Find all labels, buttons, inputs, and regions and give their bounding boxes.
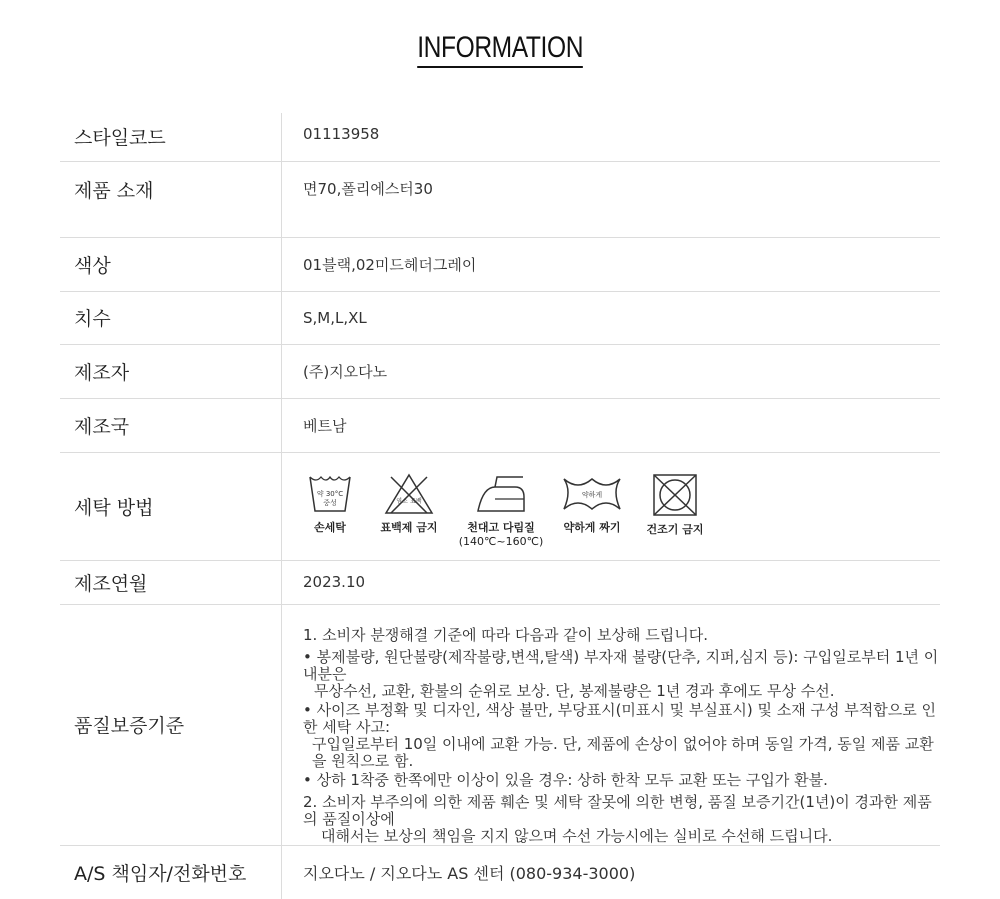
quality-line-6: • 상하 1착중 한쪽에만 이상이 있을 경우: 상하 한착 모두 교환 또는 구입가 환불.: [303, 770, 828, 789]
title-text: INFORMATION: [417, 30, 583, 68]
label-maker: 제조자: [60, 344, 282, 398]
value-washing: [282, 452, 941, 560]
value-style-code: 01113958: [282, 113, 941, 161]
label-washing: 세탁 방법: [60, 452, 282, 560]
gentle-wring-icon: [562, 473, 622, 515]
value-quality: [282, 604, 941, 845]
svg-text:표백: 표백: [410, 497, 422, 505]
caption-no-tumble-dry: 건조기 금지: [646, 522, 704, 536]
row-as: [60, 845, 940, 899]
row-quality: [60, 604, 940, 845]
hand-wash-icon: [308, 473, 352, 515]
row-style-code: [60, 113, 940, 161]
row-maker: [60, 344, 940, 398]
label-quality: 품질보증기준: [60, 604, 282, 845]
row-date: [60, 560, 940, 604]
label-size: 치수: [60, 291, 282, 344]
label-style-code: 스타일코드: [60, 113, 282, 161]
value-material: 면70,폴리에스터30: [282, 161, 941, 237]
quality-line-8: 대해서는 보상의 책임을 지지 않으며 수선 가능시에는 실비로 수선해 드립니다.: [321, 826, 833, 845]
svg-text:중성: 중성: [323, 498, 337, 507]
row-size: [60, 291, 940, 344]
caption-iron: 천대고 다림질 (140℃~160℃): [458, 520, 544, 548]
care-no-bleach: [374, 473, 444, 535]
value-country: 베트남: [282, 398, 941, 452]
value-maker: (주)지오다노: [282, 344, 941, 398]
quality-line-1: 1. 소비자 분쟁해결 기준에 따라 다음과 같이 보상해 드립니다.: [303, 625, 708, 644]
svg-text:염소: 염소: [396, 497, 408, 505]
row-material: [60, 161, 940, 237]
value-size: S,M,L,XL: [282, 291, 941, 344]
value-as: 지오다노 / 지오다노 AS 센터 (080-934-3000): [303, 863, 636, 883]
svg-text:약 30°C: 약 30°C: [316, 489, 344, 498]
label-material: 제품 소재: [60, 161, 282, 237]
caption-no-bleach: 표백제 금지: [380, 520, 438, 534]
quality-line-7: 2. 소비자 부주의에 의한 제품 훼손 및 세탁 잘못에 의한 변형, 품질 보증기간(1년)이 경과한 제품의 품질이상에: [303, 792, 932, 828]
information-title: [0, 30, 1000, 68]
no-bleach-icon: [384, 473, 434, 515]
label-as: A/S 책임자/전화번호: [60, 845, 282, 899]
care-gentle-wring: [554, 473, 630, 535]
care-no-tumble-dry: [640, 473, 710, 537]
caption-hand-wash: 손세탁: [314, 520, 346, 534]
label-color: 색상: [60, 237, 282, 291]
caption-gentle-wring: 약하게 짜기: [563, 520, 621, 534]
product-info-table: [60, 113, 940, 899]
no-tumble-dry-icon: [652, 473, 698, 517]
iron-icon: [475, 473, 527, 515]
value-date: 2023.10: [282, 560, 941, 604]
row-color: [60, 237, 940, 291]
row-washing: [60, 452, 940, 560]
care-iron: [456, 473, 546, 549]
quality-line-5: 구입일로부터 10일 이내에 교환 가능. 단, 제품에 손상이 없어야 하며 동일 가격, 동일 제품 교환을 원칙으로 함.: [312, 734, 934, 770]
quality-line-3: 무상수선, 교환, 환불의 순위로 보상. 단, 봉제불량은 1년 경과 후에도 무상 수선.: [314, 681, 835, 700]
quality-line-2: • 봉제불량, 원단불량(제작불량,변색,탈색) 부자재 불량(단추, 지퍼,심지 등): 구입일로부터 1년 이내분은: [303, 647, 939, 683]
value-color: 01블랙,02미드헤더그레이: [282, 237, 941, 291]
label-date: 제조연월: [60, 560, 282, 604]
svg-text:약하게: 약하게: [581, 490, 603, 499]
quality-line-4: • 사이즈 부정확 및 디자인, 색상 불만, 부당표시(미표시 및 부실표시) 및 소재 구성 부적합으로 인한 세탁 사고:: [303, 700, 936, 736]
care-icons: [298, 469, 940, 549]
label-country: 제조국: [60, 398, 282, 452]
care-hand-wash: [298, 473, 362, 535]
row-country: [60, 398, 940, 452]
